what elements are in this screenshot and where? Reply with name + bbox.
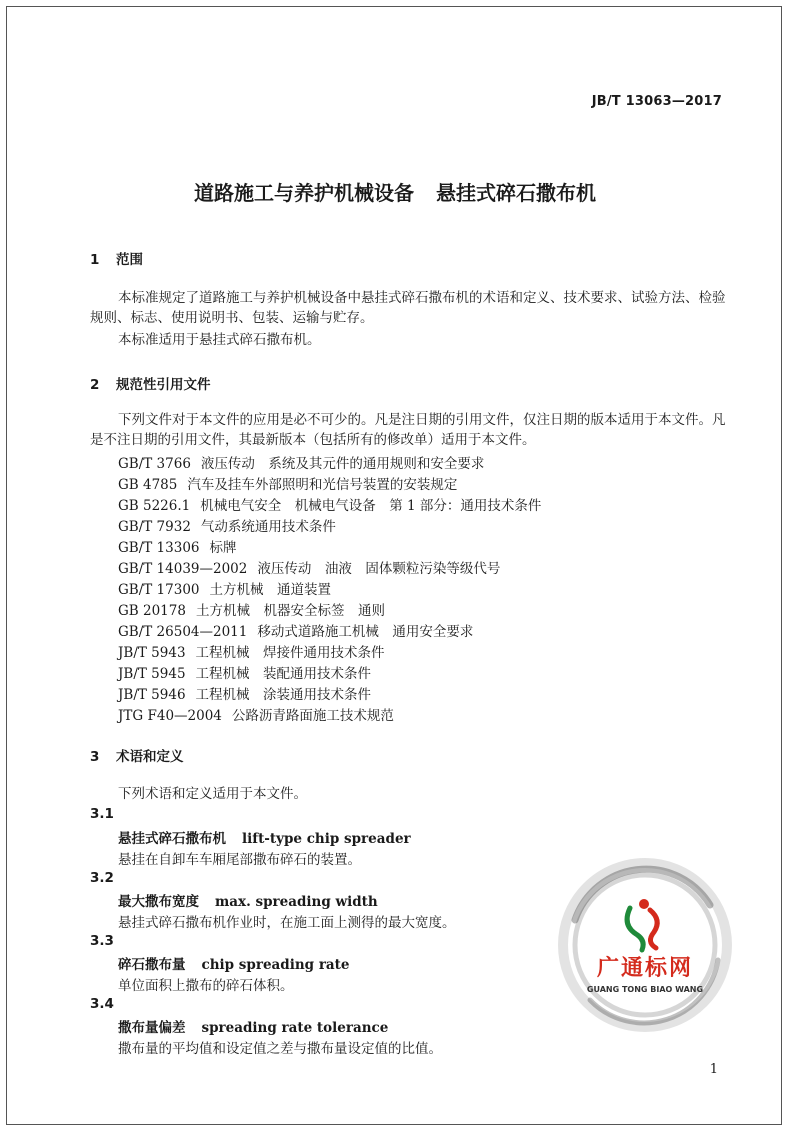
standard-code: JB/T 13063—2017 xyxy=(591,94,722,109)
reference-title: 汽车及挂车外部照明和光信号装置的安装规定 xyxy=(187,477,458,493)
document-title xyxy=(0,177,790,206)
term-english: spreading rate tolerance xyxy=(201,1020,389,1036)
reference-item xyxy=(118,622,541,643)
section-3-intro: 下列术语和定义适用于本文件。 xyxy=(118,786,307,802)
section-2-heading xyxy=(90,373,211,393)
reference-item xyxy=(118,601,541,622)
reference-title: 土方机械 机器安全标签 通则 xyxy=(195,603,385,619)
reference-code: JB/T 5946 xyxy=(118,687,186,703)
reference-item xyxy=(118,475,541,496)
term-english: max. spreading width xyxy=(215,894,378,910)
reference-code: GB/T 3766 xyxy=(118,456,191,472)
logo-emblem-icon xyxy=(627,899,657,950)
term-heading xyxy=(118,953,350,973)
term-number: 3.2 xyxy=(90,870,114,886)
term-chinese: 碎石撒布量 xyxy=(118,957,186,973)
reference-item xyxy=(118,454,541,475)
reference-list xyxy=(118,454,541,727)
term-definition: 悬挂式碎石撒布机作业时，在施工面上测得的最大宽度。 xyxy=(118,915,456,931)
term-english: lift-type chip spreader xyxy=(242,831,411,847)
term-english: chip spreading rate xyxy=(201,957,350,973)
term-number: 3.4 xyxy=(90,996,114,1012)
reference-item xyxy=(118,685,541,706)
reference-title: 机械电气安全 机械电气设备 第 1 部分：通用技术条件 xyxy=(200,498,542,514)
watermark-logo xyxy=(550,850,740,1040)
reference-title: 工程机械 焊接件通用技术条件 xyxy=(195,645,385,661)
section-number: 1 xyxy=(90,252,100,268)
reference-code: GB 4785 xyxy=(118,477,178,493)
section-title: 规范性引用文件 xyxy=(116,377,211,393)
term-definition: 撒布量的平均值和设定值之差与撒布量设定值的比值。 xyxy=(118,1041,442,1057)
reference-code: JB/T 5945 xyxy=(118,666,186,682)
reference-title: 工程机械 装配通用技术条件 xyxy=(195,666,372,682)
reference-code: GB/T 13306 xyxy=(118,540,200,556)
section-3-heading xyxy=(90,745,184,765)
term-chinese: 撒布量偏差 xyxy=(118,1020,186,1036)
term-heading xyxy=(118,827,411,847)
section-number: 3 xyxy=(90,749,100,765)
term-number: 3.1 xyxy=(90,806,114,822)
reference-item xyxy=(118,643,541,664)
term-chinese: 悬挂式碎石撒布机 xyxy=(118,831,226,847)
term-definition: 单位面积上撒布的碎石体积。 xyxy=(118,978,294,994)
reference-item xyxy=(118,580,541,601)
reference-title: 移动式道路施工机械 通用安全要求 xyxy=(257,624,474,640)
reference-title: 液压传动 系统及其元件的通用规则和安全要求 xyxy=(200,456,485,472)
reference-code: JTG F40—2004 xyxy=(118,708,222,724)
title-part-2: 悬挂式碎石撒布机 xyxy=(436,181,596,205)
reference-item xyxy=(118,559,541,580)
term-number: 3.3 xyxy=(90,933,114,949)
reference-title: 公路沥青路面施工技术规范 xyxy=(231,708,394,724)
reference-title: 标牌 xyxy=(209,540,237,556)
reference-title: 液压传动 油液 固体颗粒污染等级代号 xyxy=(257,561,501,577)
reference-code: JB/T 5943 xyxy=(118,645,186,661)
reference-code: GB 20178 xyxy=(118,603,186,619)
reference-item xyxy=(118,706,541,727)
reference-title: 工程机械 涂装通用技术条件 xyxy=(195,687,372,703)
reference-item xyxy=(118,664,541,685)
page-number: 1 xyxy=(709,1062,718,1077)
term-heading xyxy=(118,890,378,910)
section-title: 范围 xyxy=(116,252,143,268)
watermark-english: GUANG TONG BIAO WANG xyxy=(586,985,704,994)
term-definition: 悬挂在自卸车车厢尾部撒布碎石的装置。 xyxy=(118,852,361,868)
section-1-paragraph-1: 本标准规定了道路施工与养护机械设备中悬挂式碎石撒布机的术语和定义、技术要求、试验方法、检验规则、标志、使用说明书、包装、运输与贮存。 xyxy=(90,290,726,326)
reference-code: GB/T 14039—2002 xyxy=(118,561,248,577)
reference-item xyxy=(118,538,541,559)
reference-item xyxy=(118,517,541,538)
reference-item xyxy=(118,496,541,517)
section-1-heading xyxy=(90,248,143,268)
title-part-1: 道路施工与养护机械设备 xyxy=(194,181,414,205)
reference-code: GB/T 17300 xyxy=(118,582,200,598)
reference-title: 土方机械 通道装置 xyxy=(209,582,331,598)
section-title: 术语和定义 xyxy=(116,749,184,765)
term-heading xyxy=(118,1016,388,1036)
section-2-intro: 下列文件对于本文件的应用是必不可少的。凡是注日期的引用文件，仅注日期的版本适用于本文件。凡是不注日期的引用文件，其最新版本（包括所有的修改单）适用于本文件。 xyxy=(90,412,726,448)
term-chinese: 最大撒布宽度 xyxy=(118,894,199,910)
section-number: 2 xyxy=(90,377,100,393)
watermark-chinese: 广通标网 xyxy=(596,956,694,981)
section-1-paragraph-2: 本标准适用于悬挂式碎石撒布机。 xyxy=(118,332,321,348)
reference-code: GB/T 26504—2011 xyxy=(118,624,248,640)
reference-code: GB 5226.1 xyxy=(118,498,191,514)
reference-title: 气动系统通用技术条件 xyxy=(200,519,336,535)
reference-code: GB/T 7932 xyxy=(118,519,191,535)
